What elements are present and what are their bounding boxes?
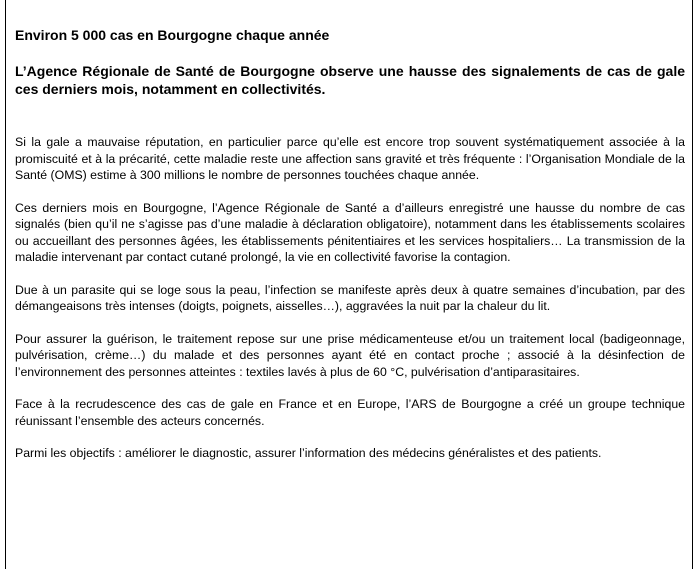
article-subtitle: L’Agence Régionale de Santé de Bourgogne observe une hausse des signalements de cas de gale ces derniers mois, notamment en collectivités. bbox=[15, 63, 685, 97]
article-body bbox=[15, 26, 685, 478]
document-page bbox=[5, 0, 693, 569]
paragraph-symptoms: Due à un parasite qui se loge sous la peau, l’infection se manifeste après deux à quatre semaines d’incubation, par des démangeaisons très intenses (doigts, poignets, aisselles…), aggravées la nuit par la chaleur du lit. bbox=[15, 282, 685, 313]
article-title: Environ 5 000 cas en Bourgogne chaque année bbox=[15, 27, 330, 43]
paragraph-intro: Si la gale a mauvaise réputation, en particulier parce qu’elle est encore trop souvent systématiquement associée à la promiscuité et à la précarité, cette maladie reste une affection sans gravité et très fréquente : l’Organisation Mondiale de la Santé (OMS) estime à 300 millions le nombre de personnes touchées chaque année. bbox=[15, 135, 685, 182]
paragraph-treatment: Pour assurer la guérison, le traitement repose sur une prise médicamenteuse et/ou un traitement local (badigeonnage, pulvérisation, crème…) du malade et des personnes ayant été en contact proche ; associé à la désinfection de l’environnement des personnes atteintes : textiles lavés à plus de 60 °C, pulvérisation d’antiparasitaires. bbox=[15, 331, 685, 379]
paragraph-working-group: Face à la recrudescence des cas de gale en France et en Europe, l’ARS de Bourgogne a créé un groupe technique réunissant l’ensemble des acteurs concernés. bbox=[15, 397, 685, 428]
paragraph-objectives: Parmi les objectifs : améliorer le diagnostic, assurer l’information des médecins généralistes et des patients. bbox=[15, 446, 602, 460]
paragraph-burgundy-cases: Ces derniers mois en Bourgogne, l’Agence Régionale de Santé a d’ailleurs enregistré une hausse du nombre de cas signalés (bien qu’il ne s’agisse pas d’une maladie à déclaration obligatoire), notamment dans les établissements scolaires ou accueillant des personnes âgées, les établissements pénitentiaires et les services hospitaliers… La transmission de la maladie intervenant par contact cutané prolongé, la vie en collectivité favorise la contagion. bbox=[15, 200, 685, 264]
